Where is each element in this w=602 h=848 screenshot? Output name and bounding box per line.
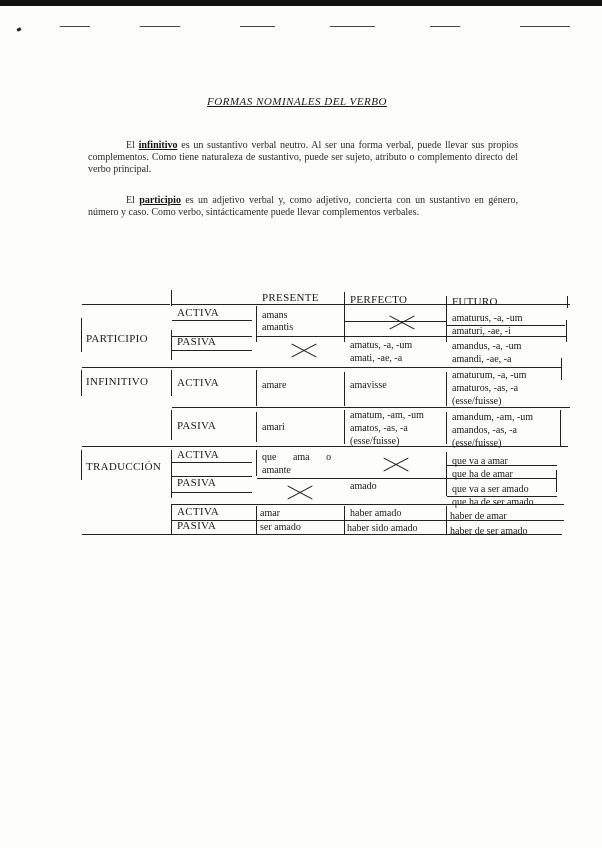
cross-mark	[384, 457, 408, 471]
cross-mark	[390, 315, 414, 329]
header-presente: PRESENTE	[262, 292, 319, 304]
page-title: FORMAS NOMINALES DEL VERBO	[207, 96, 387, 108]
table-rule	[256, 306, 257, 342]
cell: amans	[262, 310, 288, 321]
voice-pasiva: PASIVA	[177, 520, 217, 532]
table-rule	[171, 410, 172, 440]
cell: amari	[262, 422, 285, 433]
voice-activa: ACTIVA	[177, 449, 219, 461]
cell: amaturos, -as, -a	[452, 383, 519, 394]
cell: amandi, -ae, -a	[452, 354, 512, 365]
cell: amatus, -a, -um	[350, 340, 413, 351]
table-rule	[172, 462, 252, 463]
cell: (esse/fuisse)	[452, 396, 502, 407]
cell: que va a amar	[452, 456, 508, 467]
table-rule	[446, 412, 447, 444]
table-rule	[256, 506, 257, 534]
cell: amati, -ae, -a	[350, 353, 403, 364]
cell: amaturus, -a, -um	[452, 313, 523, 324]
table-rule	[344, 506, 345, 534]
cell: que ama o	[262, 452, 332, 463]
table-rule	[560, 410, 561, 446]
cell: que va a ser amado	[452, 484, 529, 495]
paragraph-text: es un sustantivo verbal neutro. Al ser una forma verbal, puede llevar sus propios complementos. Como tiene naturaleza de sustantivo, puede ser sujeto, atributo o complemento directo del verbo principal.	[88, 140, 518, 175]
voice-pasiva: PASIVA	[177, 420, 217, 432]
cell: amatos, -as, -a	[350, 423, 408, 434]
cell: amaturum, -a, -um	[452, 370, 527, 381]
row-participio: PARTICIPIO	[86, 333, 148, 345]
cell: que ha de ser amado	[452, 497, 534, 508]
term-infinitivo: infinitivo	[138, 140, 178, 151]
table-rule	[344, 410, 345, 444]
table-rule	[256, 450, 257, 476]
table-rule	[172, 320, 252, 321]
paragraph-text: es un adjetivo verbal y, como adjetivo, concierta con un sustantivo en género, número y caso. Como verbo, sintácticamente puede llevar complementos verbales.	[88, 195, 519, 218]
cell: amatum, -am, -um	[350, 410, 424, 421]
table-rule	[446, 372, 447, 406]
paragraph-lead: El	[126, 140, 135, 151]
term-participio: participio	[139, 195, 181, 206]
cell: amandus, -a, -um	[452, 341, 522, 352]
table-rule	[256, 412, 257, 442]
table-rule	[82, 367, 562, 368]
table-rule	[257, 336, 567, 337]
voice-activa: ACTIVA	[177, 307, 219, 319]
table-rule	[81, 318, 82, 352]
table-rule	[171, 504, 172, 534]
table-rule	[171, 330, 172, 360]
table-rule	[446, 506, 447, 534]
table-rule	[567, 296, 568, 308]
table-rule	[81, 450, 82, 480]
table-rule	[556, 470, 557, 492]
cell: amandos, -as, -a	[452, 425, 517, 436]
cell: haber de amar	[450, 511, 507, 522]
table-rule	[446, 452, 447, 496]
cell: amaturi, -ae, -i	[452, 326, 511, 337]
cell: que ha de amar	[452, 469, 513, 480]
header-futuro: FUTURO	[452, 296, 498, 308]
table-rule	[344, 372, 345, 406]
voice-activa: ACTIVA	[177, 377, 219, 389]
cell: amare	[262, 380, 287, 391]
table-rule	[171, 450, 172, 498]
cell: amantis	[262, 322, 294, 333]
table-rule	[81, 370, 82, 396]
cell: amar	[260, 508, 280, 519]
table-rule	[171, 290, 172, 306]
cell: (esse/fuisse)	[350, 436, 400, 447]
cross-mark	[292, 343, 316, 357]
row-infinitivo: INFINITIVO	[86, 376, 149, 388]
table-rule	[172, 492, 252, 493]
voice-pasiva: PASIVA	[177, 336, 217, 348]
cell: haber de ser amado	[450, 526, 528, 537]
cell: amandum, -am, -um	[452, 412, 534, 423]
table-rule	[172, 350, 252, 351]
cell: (esse/fuisse)	[452, 438, 502, 449]
cell: haber amado	[350, 508, 402, 519]
cell: ser amado	[260, 522, 301, 533]
table-rule	[172, 407, 570, 408]
cross-mark	[288, 485, 312, 499]
cell: haber sido amado	[347, 523, 418, 534]
cell: amante	[262, 465, 291, 476]
paragraph-lead: El	[126, 195, 135, 206]
cell: amavisse	[350, 380, 387, 391]
row-traduccion: TRADUCCIÓN	[86, 461, 162, 473]
table-rule	[256, 370, 257, 406]
voice-activa: ACTIVA	[177, 506, 219, 518]
header-perfecto: PERFECTO	[350, 294, 408, 306]
table-rule	[344, 292, 345, 342]
table-rule	[82, 304, 170, 305]
table-rule	[561, 358, 562, 380]
table-rule	[171, 370, 172, 396]
table-rule	[566, 320, 567, 342]
table-rule	[446, 296, 447, 342]
cell: amado	[350, 481, 377, 492]
voice-pasiva: PASIVA	[177, 477, 217, 489]
